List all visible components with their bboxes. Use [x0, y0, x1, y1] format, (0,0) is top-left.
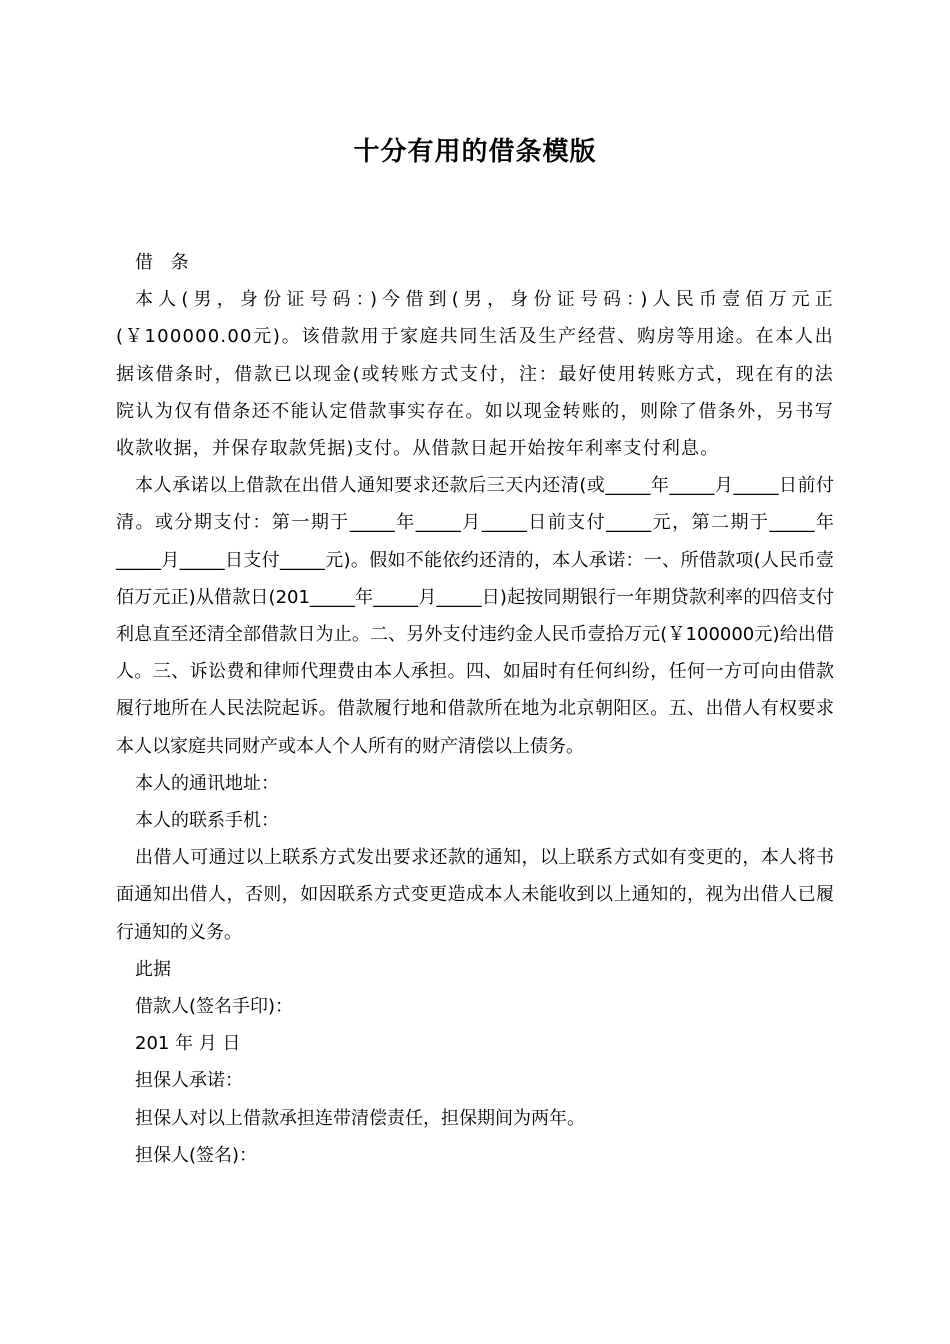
phone-line: 本人的联系手机：: [135, 810, 279, 832]
paragraph-notice: 出借人可通过以上联系方式发出要求还款的通知，以上联系方式如有变更的，本人将书面通知出借人，否则，如因联系方式变更造成本人未能收到以上通知的，视为出借人已履行通知的义务。: [116, 847, 834, 943]
ciju-line: 此据: [135, 958, 171, 980]
date-line: 201 年 月 日: [135, 1033, 241, 1055]
guarantor-promise-heading: 担保人承诺：: [135, 1070, 243, 1092]
document-body: [116, 244, 834, 1174]
heading-jietiao: 借 条: [135, 252, 195, 273]
paragraph-loan-statement: 本人(男，身份证号码：)今借到(男，身份证号码：)人民币壹佰万元正(￥100000.00元)。该借款用于家庭共同生活及生产经营、购房等用途。在本人出据该借条时，借款已以现金(或转账方式支付，注：最好使用转账方式，现在有的法院认为仅有借条还不能认定借款事实存在。如以现金转账的，则除了借条外，另书写收款收据，并保存取款凭据)支付。从借款日起开始按年利率支付利息。: [116, 289, 834, 460]
borrower-signature-line: 借款人(签名手印)：: [135, 996, 294, 1018]
guarantor-promise-text: 担保人对以上借款承担连带清偿责任，担保期间为两年。: [135, 1107, 585, 1129]
address-line: 本人的通讯地址：: [135, 772, 279, 794]
document-title: 十分有用的借条模版: [353, 137, 597, 167]
guarantor-signature-line: 担保人(签名)：: [135, 1144, 258, 1166]
paragraph-repayment-promise: 本人承诺以上借款在出借人通知要求还款后三天内还清(或_____年_____月_____日前付清。或分期支付：第一期于_____年_____月_____日前支付_____元，第二期于_____年_____月_____日支付_____元)。假如不能依约还清的，本人承诺：一、所借款项(人民币壹佰万元正)从借款日(201_____年_____月_____日)起按同期银行一年期贷款利率的四倍支付利息直至还清全部借款日为止。二、另外支付违约金人民币壹拾万元(￥100000元)给出借人。三、诉讼费和律师代理费由本人承担。四、如届时有任何纠纷，任何一方可向由借款履行地所在人民法院起诉。借款履行地和借款所在地为北京朝阳区。五、出借人有权要求本人以家庭共同财产或本人个人所有的财产清偿以上债务。: [116, 475, 834, 757]
